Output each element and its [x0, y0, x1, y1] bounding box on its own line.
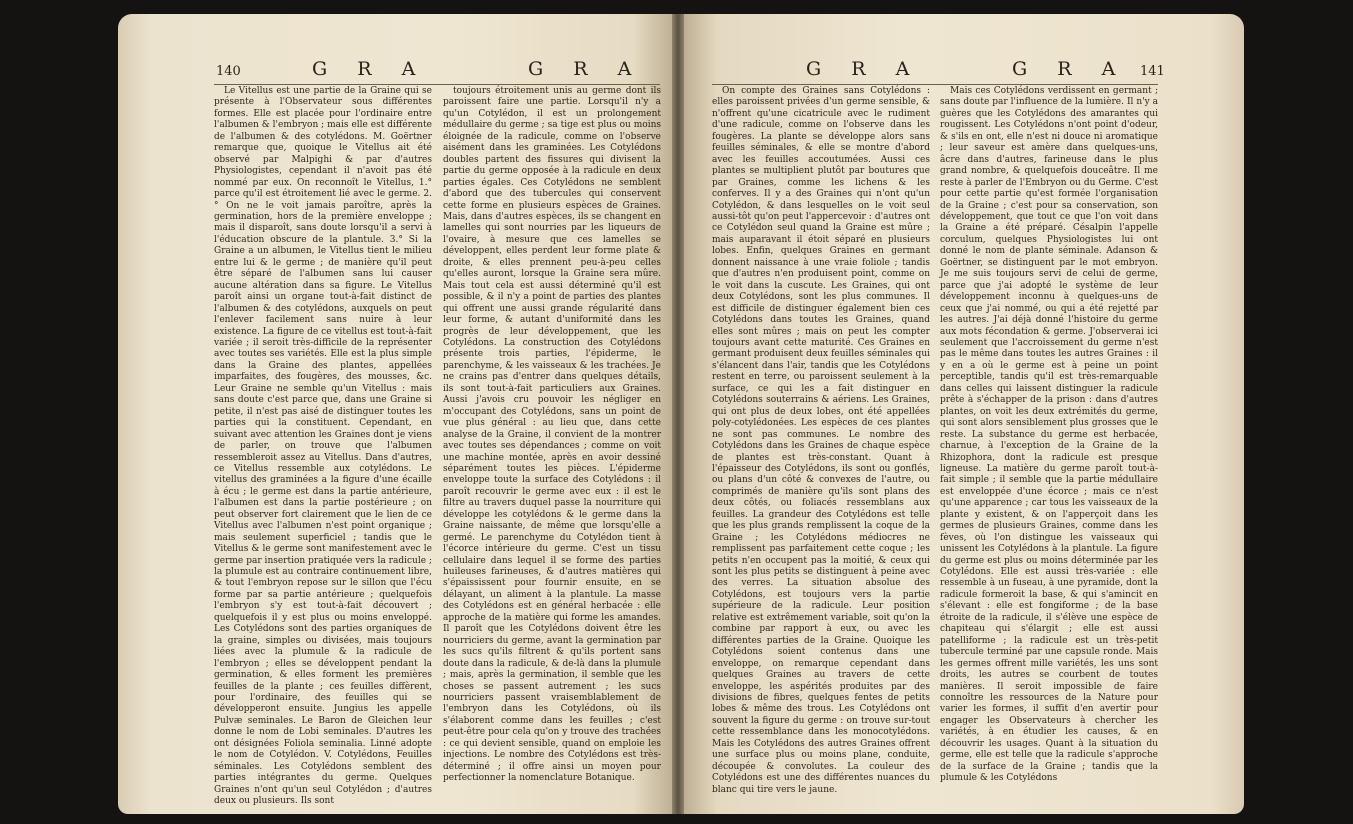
right-page-number: 141 [1140, 64, 1165, 79]
book-gutter [672, 14, 684, 814]
left-head-rule [214, 84, 660, 85]
left-column-a-text: Le Vitellus est une partie de la Graine qui se présente à l'Observateur sous différentes formes. Elle est placée pour l'ordinaire entre l'albumen & l'embryon ; mais elle est différente de l'albumen & des cotylédons. M. Goërtner remarque que, quoique le Vitellus ait été observé par Malpighi & par d'autres Physiologistes, cependant il n'avoit pas été nommé par eux. On reconnoît le Vitellus, 1.° parce qu'il est étroitement lié avec le germe. 2.° On ne le voit jamais paroître, après la germination, hors de la première enveloppe ; mais il disparoît, sans doute lorsqu'il a servi à l'éducation obscure de la plantule. 3.° Si la Graine a un albumen, le Vitellus tient le milieu entre lui & le germe ; de manière qu'il peut être séparé de l'albumen sans lui causer aucune altération dans sa figure. Le Vitellus paroît ainsi un organe tout-à-fait distinct de l'albumen & des cotylédons, auxquels on peut l'enlever facilement sans nuire à leur existence. La figure de ce vitellus est tout-à-fait variée ; il seroit très-difficile de la représenter avec toutes ses variétés. Elle est la plus simple dans la Graine des plantes, appellées imparfaites, des fougères, des mousses, &c. Leur Graine ne semble qu'un Vitellus : mais sans doute c'est parce que, dans une Graine si petite, il n'est pas aisé de distinguer toutes les parties qui la constituent. Cependant, en suivant avec attention les Graines dont je viens de parler, on trouve que l'albumen ressembleroit assez au Vitellus. Dans d'autres, ce Vitellus ressemble aux cotylédons. Le vitellus des graminées a la figure d'une écaille à écu ; le germe est dans la partie antérieure, l'albumen est dans la partie postérieure ; on peut observer fort clairement que le lien de ce Vitellus avec l'albumen n'est point organique ; mais seulement superficiel ; tandis que le Vitellus & le germe sont manifestement avec le germe par insertion pratiquée vers la radicule ; la plumule est au contraire continuement libre, & tout l'embryon repose sur le sillon que l'écu forme par sa partie antérieure ; quelquefois l'embryon s'y est tout-à-fait découvert ; quelquefois il y est plus ou moins enveloppé. Les Cotylédons sont des parties organiques de la graine, simples ou divisées, mais toujours liées avec la plumule & la radicule de l'embryon ; elles se développent pendant la germination, & elles forment les premières feuilles de la plante ; ces feuilles diffèrent, pour l'ordinaire, des feuilles qui se développeront ensuite. Jungius les appelle Pulvæ seminales. Le Baron de Gleichen leur donne le nom de Lobi seminales. D'autres les ont désignées Foliola seminalia. Linné adopte le nom de Cotylédon. V. Cotylédons, Feuilles séminales. Les Cotylédons semblent des parties intégrantes du germe. Quelques Graines n'ont qu'un seul Cotylédon ; d'autres deux ou plusieurs. Ils sont [214, 86, 432, 807]
right-column-a-text: On compte des Graines sans Cotylédons : elles paroissent privées d'un germe sensible, & n'offrent qu'une cicatricule avec le rudiment d'une radicule, comme on l'observe dans les fougères. La plante se développe alors sans feuilles séminales, & elle se montre d'abord avec les feuilles accoutumées. Aussi ces plantes se multiplient plutôt par boutures que par Graines, comme les lichens & les conferves. Il y a des Graines qui n'ont qu'un Cotylédon, & dans lesquelles on le voit seul aussi-tôt qu'on peut l'appercevoir : d'autres ont ce Cotylédon seul quand la Graine est mûre ; mais auparavant il étoit séparé en plusieurs lobes. Enfin, quelques Graines en germant donnent naissance à une vraie foliole ; tandis que d'autres n'en produisent point, comme on le voit dans la cuscute. Les Graines, qui ont deux Cotylédons, sont les plus communes. Il est difficile de distinguer également bien ces Cotylédons dans toutes les Graines, quand elles sont mûres ; mais on peut les compter toujours avant cette maturité. Ces Graines en germant produisent deux feuilles séminales qui s'élancent dans l'air, tandis que les Cotylédons restent en terre, ou paroissent seulement à la surface, ce qui les a fait distinguer en Cotylédons souterrains & aériens. Les Graines, qui ont plus de deux lobes, ont été appellées poly-cotylédonées. Les espèces de ces plantes ne sont pas communes. Le nombre des Cotylédons dans les Graines de chaque espèce de plantes est très-constant. Quant à l'épaisseur des Cotylédons, ils sont ou gonflés, ou plans d'un côté & convexes de l'autre, ou comprimés de manière qu'ils sont plans des deux côtés, ou foliacés ressemblans aux feuilles. La grandeur des Cotylédons est telle que les plus grands remplissent la coque de la Graine ; les Cotylédons médiocres ne remplissent pas parfaitement cette coque ; les petits n'en occupent pas la moitié, & ceux qui sont les plus petits se distinguent à peine avec des verres. La situation absolue des Cotylédons, est toujours vers la partie supérieure de la radicule. Leur position relative est extrêmement variable, soit qu'on la combine par rapport à eux, ou avec les différentes parties de la Graine. Quoique les Cotylédons soient contenus dans une enveloppe, on remarque cependant dans quelques Graines au travers de cette enveloppe, les aspérités produites par des divisions de fibres, quelques fentes de petits lobes & même des trous. Les Cotylédons ont souvent la figure du germe : on trouve sur-tout cette ressemblance dans les monocotylédons. Mais les Cotylédons des autres Graines offrent une surface plus ou moins plane, conduite, découpée & convolutes. La couleur des Cotylédons est une des différentes nuances du blanc qui tire vers le jaune. [712, 86, 930, 795]
right-head-rule [712, 84, 1158, 85]
left-column-b [443, 86, 661, 786]
right-running-head-a: G R A [806, 58, 922, 80]
right-column-b-text: Mais ces Cotylédons verdissent en germant ; sans doute par l'influence de la lumière. Il n'y a guères que les Cotylédons des amarantes qui rougissent. Les Cotylédons n'ont point d'odeur, & s'ils en ont, elle n'est ni douce ni aromatique ; leur saveur est amère dans quelques-uns, âcre dans d'autres, farineuse dans le plus grand nombre, & quelquefois douceâtre. Il me reste à parler de l'Embryon ou du Germe. C'est pour cette partie qu'est formée l'organisation de la Graine ; c'est pour sa conservation, son développement, que tout ce que l'on voit dans la Graine a été préparé. Césalpin l'appelle corculum, quelques Physiologistes lui ont donné le nom de plante séminale. Adanson & Goërtner, se distinguent par le mot embryon. Je me suis toujours servi de celui de germe, parce que j'ai adopté le système de leur développement inconnu à quelques-uns de ceux que j'ai nommé, ou qui a été rejetté par les autres. J'ai déjà donné l'histoire du germe aux mots fécondation & germe. J'observerai ici seulement que l'accroissement du germe n'est pas le même dans toutes les autres Graines : il y en a où le germe est à peine un point perceptible, tandis qu'il est très-remarquable dans celles qui laissent distinguer la radicule prête à s'échapper de la prison : dans d'autres plantes, on voit les deux extrémités du germe, qui sont alors sensiblement plus grosses que le reste. La substance du germe est herbacée, charnue, à l'exception de la Graine de la Rhizophora, dont la radicule est presque ligneuse. La matière du germe paroît tout-à-fait simple ; il semble que la partie médullaire est enveloppée d'une écorce ; mais ce n'est qu'une apparence ; car tous les vaisseaux de la plante y existent, & on l'apperçoit dans les germes de plusieurs Graines, comme dans les fèves, où l'on distingue les vaisseaux qui unissent les Cotylédons à la plantule. La figure du germe est plus ou moins déterminée par les Cotylédons. Elle est aussi très-variée : elle ressemble à un fuseau, à une pyramide, dont la radicule formeroit la base, & qui s'amincit en s'élevant : elle est fongiforme ; de la base étroite de la radicule, il s'élève une espèce de chapiteau qui s'élargit ; elle est aussi patelliforme ; la radicule est un très-petit tubercule terminé par une capsule ronde. Mais les germes offrent mille variétés, les uns sont droits, les autres se courbent de toutes manières. Il seroit impossible de faire connoître les ressources de la Nature pour varier les formes, il suffit d'en avertir pour engager les Observateurs à chercher les variétés, à en étudier les causes, & en découvrir les usages. Quant à la situation du germe, elle est telle que la radicule s'approche de la surface de la Graine ; tandis que la plumule & les Cotylédons [940, 86, 1158, 784]
left-column-a [214, 86, 432, 807]
left-running-head-b: G R A [528, 58, 644, 80]
left-column-b-text: toujours étroitement unis au germe dont ils paroissent faire une partie. Lorsqu'il n'y a qu'un Cotylédon, il est un prolongement médullaire du germe ; sa tige est plus ou moins éloignée de la radicule, comme on l'observe aisément dans les graminées. Les Cotylédons doubles partent des fissures qui divisent la partie du germe opposée à la radicule en deux parties égales. Ces Cotylédons ne semblent d'abord que des tubercules qui conservent cette forme en plusieurs espèces de Graines. Mais, dans d'autres espèces, ils se changent en lamelles qui sont nourries par les liqueurs de l'ovaire, à mesure que ces lamelles se développent, elles perdent leur forme plate & droite, & elles prennent peu-à-peu celles qu'elles auront, lorsque la Graine sera mûre. Mais tout cela est aussi déterminé qu'il est possible, & il n'y a point de parties des plantes qui offrent une aussi grande régularité dans leur forme, & autant d'uniformité dans les progrès de leur développement, que les Cotylédons. La construction des Cotylédons présente trois parties, l'épiderme, le parenchyme, & les vaisseaux & les trachées. Je ne crains pas d'entrer dans quelques détails, ils sont tout-à-fait particuliers aux Graines. Aussi j'avois cru pouvoir les négliger en m'occupant des Cotylédons, sans un point de vue plus général : au lieu que, dans cette analyse de la Graine, il convient de la montrer avec toutes ses dépendances ; comme on voit une machine montée, après en avoir dessiné séparément toutes les pièces. L'épiderme enveloppe toute la surface des Cotylédons : il paroît recouvrir le germe avec eux : il est le filtre au travers duquel passe la nourriture qui développe les cotylédons & le germe dans la Graine naissante, de même que lorsqu'elle a germé. Le parenchyme du Cotylédon tient à l'écorce intérieure du germe. C'est un tissu cellulaire dans lequel il se forme des parties huileuses farineuses, & d'autres matières qui s'épaississent pour fournir ensuite, en se délayant, un aliment à la plantule. La masse des Cotylédons est en général herbacée : elle approche de la matière qui forme les amandes. Il paroît que les Cotylédons doivent être les nourriciers du germe, avant la germination par les sucs qu'ils filtrent & qu'ils portent sans doute dans la radicule, & de-là dans la plumule ; mais, après la germination, il semble que les choses se passent autrement ; les sucs nourriciers passent vraisemblablement de l'embryon dans les Cotylédons, où ils s'élaborent comme dans les feuilles ; c'est peut-être pour cela qu'on y trouve des trachées : ce qui devient sensible, quand on emploie les injections. Le nombre des Cotylédons est très-déterminé ; il offre ainsi un moyen pour perfectionner la nomenclature Botanique. [443, 86, 661, 784]
right-column-a [712, 86, 930, 795]
left-running-head-a: G R A [312, 58, 428, 80]
left-page-number: 140 [216, 64, 241, 79]
right-running-head-b: G R A [1012, 58, 1128, 80]
right-column-b [940, 86, 1158, 786]
